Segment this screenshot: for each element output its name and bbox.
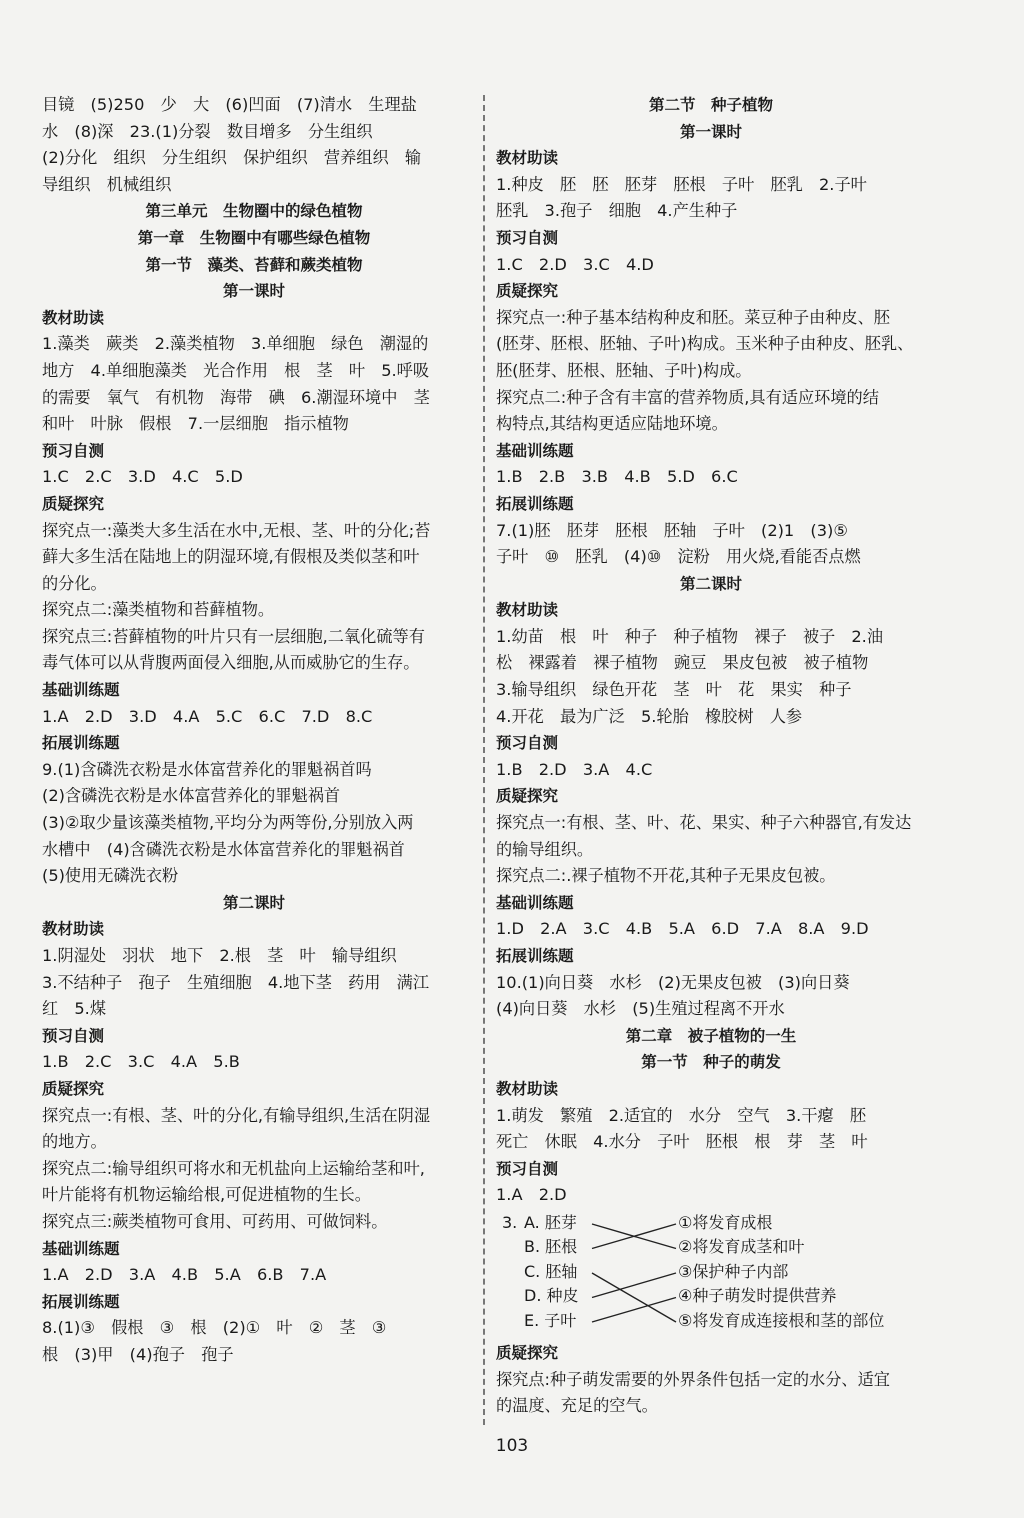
text-line: (2)分化 组织 分生组织 保护组织 营养组织 输 (42, 148, 422, 168)
text-line: 1.B 2.D 3.A 4.C (496, 759, 653, 779)
text-line: 水槽中 (4)含磷洗衣粉是水体富营养化的罪魁祸首 (42, 839, 405, 859)
text-line: 死亡 休眠 4.水分 子叶 胚根 根 芽 茎 叶 (496, 1132, 868, 1152)
matching-link-line (592, 1273, 676, 1298)
text-line: 3.不结种子 孢子 生殖细胞 4.地下茎 药用 满江 (42, 972, 430, 992)
text-line: 探究点一:有根、茎、叶、花、果实、种子六种器官,有发达 (496, 813, 912, 833)
text-line: (5)使用无磷洗衣粉 (42, 866, 179, 886)
matching-right-item: ④种子萌发时提供营养 (678, 1286, 837, 1306)
matching-right-item: ⑤将发育成连接根和茎的部位 (678, 1310, 885, 1330)
subsection-label: 拓展训练题 (496, 947, 574, 965)
text-line: 1.C 2.C 3.D 4.C 5.D (42, 467, 243, 487)
text-line: 3.输导组织 绿色开花 茎 叶 花 果实 种子 (496, 680, 852, 700)
section-heading: 第二课时 (222, 893, 285, 912)
subsection-label: 预习自测 (496, 228, 559, 247)
text-line: 探究点:种子萌发需要的外界条件包括一定的水分、适宜 (496, 1369, 890, 1389)
text-line: 探究点一:种子基本结构种皮和胚。菜豆种子由种皮、胚 (496, 307, 890, 327)
text-line: 的地方。 (42, 1132, 107, 1152)
text-line: 的输导组织。 (496, 839, 594, 859)
section-heading: 第一课时 (222, 282, 285, 301)
right-top-block (496, 92, 926, 1209)
text-line: 8.(1)③ 假根 ③ 根 (2)① 叶 ② 茎 ③ (42, 1318, 387, 1338)
text-line: 红 5.煤 (42, 999, 107, 1019)
subsection-label: 基础训练题 (42, 681, 120, 700)
text-line: 10.(1)向日葵 水杉 (2)无果皮包被 (3)向日葵 (496, 972, 850, 992)
subsection-label: 教材助读 (42, 308, 105, 327)
subsection-label: 质疑探究 (42, 1079, 105, 1098)
subsection-label: 预习自测 (496, 1159, 559, 1178)
text-line: 的需要 氧气 有机物 海带 碘 6.潮湿环境中 茎 (42, 387, 430, 407)
text-line: 目镜 (5)250 少 大 (6)凹面 (7)清水 生理盐 (42, 95, 417, 114)
section-heading: 第二章 被子植物的一生 (625, 1026, 797, 1045)
text-line: 叶片能将有机物运输给根,可促进植物的生长。 (42, 1185, 371, 1205)
subsection-label: 质疑探究 (42, 494, 105, 513)
text-line: 胚(胚芽、胚根、胚轴、子叶)构成。 (496, 360, 752, 380)
text-line: 探究点三:苔藓植物的叶片只有一层细胞,二氧化硫等有 (42, 626, 425, 646)
text-line: 水 (8)深 23.(1)分裂 数目增多 分生组织 (42, 121, 373, 141)
text-line: 根 (3)甲 (4)孢子 孢子 (42, 1344, 234, 1364)
text-line: (胚芽、胚根、胚轴、子叶)构成。玉米种子由种皮、胚乳、 (496, 334, 914, 354)
text-line: 1.D 2.A 3.C 4.B 5.A 6.D 7.A 8.A 9.D (496, 919, 869, 939)
text-line: (2)含磷洗衣粉是水体富营养化的罪魁祸首 (42, 786, 341, 806)
text-line: (4)向日葵 水杉 (5)生殖过程离不开水 (496, 999, 785, 1019)
text-line: 1.种皮 胚 胚 胚芽 胚根 子叶 胚乳 2.子叶 (496, 174, 867, 194)
matching-left-item: C. 胚轴 (524, 1261, 578, 1281)
text-line: 的温度、充足的空气。 (496, 1396, 658, 1416)
subsection-label: 教材助读 (496, 149, 559, 168)
subsection-label: 预习自测 (42, 1026, 105, 1045)
matching-prefix: 3. (502, 1212, 518, 1232)
page-number: 103 (495, 1436, 529, 1456)
subsection-label: 拓展训练题 (42, 734, 120, 753)
subsection-label: 预习自测 (496, 734, 559, 753)
subsection-label: 基础训练题 (496, 441, 574, 460)
text-line: 9.(1)含磷洗衣粉是水体富营养化的罪魁祸首吗 (42, 759, 372, 779)
section-heading: 第一节 藻类、苔藓和蕨类植物 (145, 255, 363, 274)
text-line: 1.阴湿处 羽状 地下 2.根 茎 叶 输导组织 (42, 946, 397, 965)
right-column (496, 92, 926, 1420)
subsection-label: 教材助读 (496, 1079, 559, 1098)
matching-left-item: A. 胚芽 (524, 1212, 577, 1232)
right-bottom-block (496, 1340, 926, 1420)
subsection-label: 拓展训练题 (42, 1292, 120, 1311)
text-line: 1.幼苗 根 叶 种子 种子植物 裸子 被子 2.油 (496, 626, 884, 646)
text-line: 1.A 2.D (496, 1185, 567, 1205)
text-line: 1.B 2.B 3.B 4.B 5.D 6.C (496, 467, 738, 487)
section-heading: 第二课时 (679, 574, 742, 593)
text-line: 1.A 2.D 3.A 4.B 5.A 6.B 7.A (42, 1265, 327, 1285)
text-line: 藓大多生活在陆地上的阴湿环境,有假根及类似茎和叶 (42, 547, 420, 567)
text-line: 探究点二:藻类植物和苔藓植物。 (42, 600, 275, 620)
text-line: (3)②取少量该藻类植物,平均分为两等份,分别放入两 (42, 813, 414, 833)
subsection-label: 教材助读 (496, 601, 559, 620)
text-line: 胚乳 3.孢子 细胞 4.产生种子 (496, 201, 738, 221)
text-line: 和叶 叶脉 假根 7.一层细胞 指示植物 (42, 414, 349, 434)
subsection-label: 教材助读 (42, 920, 105, 939)
text-line: 探究点一:藻类大多生活在水中,无根、茎、叶的分化;苔 (42, 520, 431, 540)
subsection-label: 质疑探究 (496, 1343, 559, 1362)
text-line: 探究点一:有根、茎、叶的分化,有输导组织,生活在阴湿 (42, 1105, 431, 1125)
text-line: 子叶 ⑩ 胚乳 (4)⑩ 淀粉 用火烧,看能否点燃 (496, 547, 861, 567)
text-line: 探究点二:.裸子植物不开花,其种子无果皮包被。 (496, 866, 836, 886)
text-line: 构特点,其结构更适应陆地环境。 (496, 414, 728, 434)
section-heading: 第一课时 (679, 122, 742, 141)
subsection-label: 基础训练题 (42, 1239, 120, 1258)
text-line: 1.萌发 繁殖 2.适宜的 水分 空气 3.干瘪 胚 (496, 1105, 867, 1125)
text-line: 松 裸露着 裸子植物 豌豆 果皮包被 被子植物 (496, 653, 869, 673)
matching-link-line (592, 1273, 676, 1322)
column-divider (483, 95, 485, 1425)
matching-right-item: ①将发育成根 (678, 1212, 773, 1232)
text-line: 1.C 2.D 3.C 4.D (496, 254, 654, 274)
subsection-label: 拓展训练题 (496, 494, 574, 513)
matching-link-line (592, 1297, 676, 1322)
matching-right-item: ②将发育成茎和叶 (678, 1237, 805, 1257)
section-heading: 第三单元 生物圈中的绿色植物 (145, 202, 363, 221)
text-line: 1.A 2.D 3.D 4.A 5.C 6.C 7.D 8.C (42, 706, 373, 726)
section-heading: 第二节 种子植物 (648, 96, 773, 114)
matching-exercise (496, 1209, 926, 1340)
text-line: 1.藻类 蕨类 2.藻类植物 3.单细胞 绿色 潮湿的 (42, 334, 429, 354)
text-line: 导组织 机械组织 (42, 174, 172, 194)
matching-left-item: B. 胚根 (524, 1237, 578, 1257)
text-line: 4.开花 最为广泛 5.轮胎 橡胶树 人参 (496, 706, 803, 726)
section-heading: 第一节 种子的萌发 (641, 1053, 781, 1072)
text-line: 探究点二:种子含有丰富的营养物质,具有适应环境的结 (496, 387, 879, 407)
text-line: 1.B 2.C 3.C 4.A 5.B (42, 1052, 240, 1072)
matching-left-item: E. 子叶 (524, 1310, 577, 1330)
text-line: 地方 4.单细胞藻类 光合作用 根 茎 叶 5.呼吸 (42, 360, 430, 380)
text-line: 探究点二:输导组织可将水和无机盐向上运输给茎和叶, (42, 1158, 425, 1178)
text-line: 7.(1)胚 胚芽 胚根 胚轴 子叶 (2)1 (3)⑤ (496, 520, 848, 540)
text-line: 的分化。 (42, 573, 107, 593)
subsection-label: 质疑探究 (496, 787, 559, 806)
section-heading: 第一章 生物圈中有哪些绿色植物 (137, 228, 371, 247)
subsection-label: 基础训练题 (496, 893, 574, 912)
left-column (42, 92, 466, 1369)
matching-right-item: ③保护种子内部 (678, 1261, 789, 1281)
subsection-label: 质疑探究 (496, 282, 559, 301)
matching-left-item: D. 种皮 (524, 1286, 579, 1306)
text-line: 探究点三:蕨类植物可食用、可药用、可做饲料。 (42, 1211, 388, 1231)
subsection-label: 预习自测 (42, 441, 105, 460)
text-line: 毒气体可以从背腹两面侵入细胞,从而威胁它的生存。 (42, 653, 420, 673)
